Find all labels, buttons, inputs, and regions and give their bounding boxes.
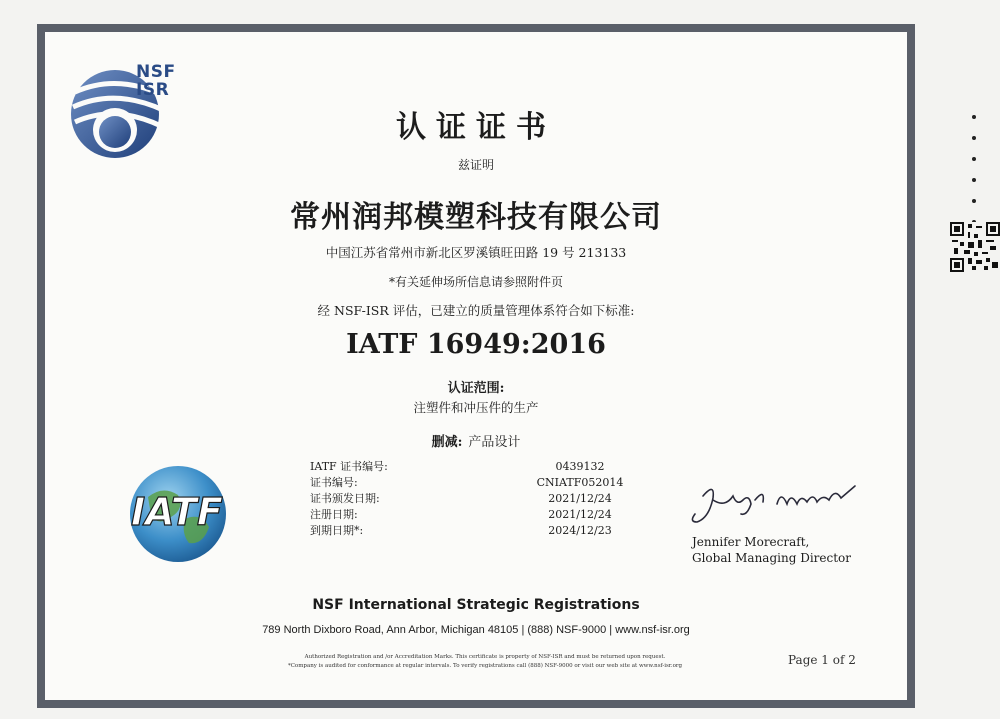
info-label: 证书编号: (310, 476, 358, 489)
signature-image (685, 478, 865, 528)
extension-note: *有关延伸场所信息请参照附件页 (388, 275, 563, 289)
info-row (310, 475, 650, 491)
certificate-page (45, 32, 907, 700)
signer-role: Global Managing Director (692, 551, 852, 565)
scope-label: 认证范围: (447, 381, 505, 396)
certificate-info (310, 459, 650, 539)
logo-nsf-text: NSF (136, 62, 176, 82)
info-row (310, 491, 650, 507)
fine-print-line: *Company is audited for conformance at regular intervals. To verify registrations call (888) NSF-9000 or visit our web site at www.nsf-isr.org (287, 663, 683, 669)
company-name: 常州润邦模塑科技有限公司 (290, 200, 662, 235)
organization-address: 789 North Dixboro Road, Ann Arbor, Michigan 48105 | (888) NSF-9000 | www.nsf-isr.org (262, 624, 690, 636)
info-value: 2021/12/24 (548, 508, 612, 521)
qr-code-icon (950, 222, 1000, 272)
info-value: 2021/12/24 (548, 492, 612, 505)
standard-name: IATF 16949:2016 (346, 329, 606, 360)
scope-value: 注塑件和冲压件的生产 (413, 400, 539, 415)
iatf-globe-logo-icon (123, 457, 243, 567)
side-dots (972, 115, 980, 224)
iatf-logo-text: IATF (131, 490, 223, 534)
info-value: 0439132 (555, 460, 605, 473)
info-row (310, 459, 650, 475)
organization-name: NSF International Strategic Registrations (312, 597, 640, 613)
exclusion-value: 产品设计 (468, 435, 521, 450)
info-value: CNIATF052014 (536, 476, 624, 489)
info-label: 到期日期*: (310, 524, 364, 537)
info-label: 注册日期: (310, 508, 358, 521)
certify-text: 兹证明 (457, 158, 494, 172)
info-value: 2024/12/23 (548, 524, 612, 537)
info-label: IATF 证书编号: (310, 460, 388, 473)
info-row (310, 507, 650, 523)
info-row (310, 523, 650, 539)
fine-print (225, 653, 745, 671)
assessment-statement: 经 NSF-ISR 评估，已建立的质量管理体系符合如下标准: (317, 303, 635, 318)
fine-print-line: Authorized Registration and /or Accreditation Marks. This certificate is property of NSF-ISR and must be returned upon request. (304, 654, 666, 660)
logo-isr-text: ISR (136, 80, 170, 100)
certificate-frame (37, 24, 915, 708)
company-address: 中国江苏省常州市新北区罗溪镇旺田路 19 号 213133 (325, 245, 627, 260)
info-label: 证书颁发日期: (310, 492, 380, 505)
exclusion-label: 删减: (431, 435, 463, 450)
exclusion (45, 431, 907, 450)
signer-block (692, 534, 851, 566)
signer-name: Jennifer Morecraft, (692, 535, 810, 549)
page-number: Page 1 of 2 (788, 653, 856, 667)
certificate-title: 认证证书 (396, 110, 556, 145)
